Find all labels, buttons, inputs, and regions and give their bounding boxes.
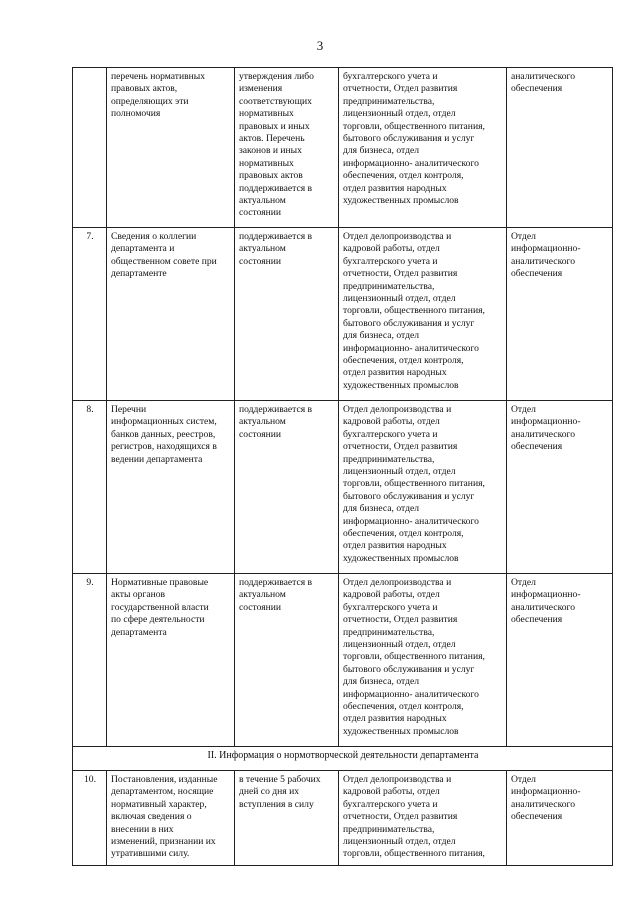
information-table (72, 67, 613, 866)
row-title: перечень нормативных правовых актов, определяющих эти полномочия (107, 68, 235, 228)
row-responsible: Отдел делопроизводства и кадровой работы, отдел бухгалтерского учета и отчетности, Отдел развития предпринимательства, лицензионный отдел, отдел торговли, общественного питания, бытового обслуживания и услуг для бизнеса, отдел информационно- аналитического обеспечения, отдел контроля, отдел развития народных художественных промыслов (339, 228, 507, 401)
section-heading-row (73, 747, 613, 771)
row-title: Сведения о коллегии департамента и общественном совете при департаменте (107, 228, 235, 401)
row-number: 8. (73, 401, 107, 574)
row-responsible: Отдел делопроизводства и кадровой работы, отдел бухгалтерского учета и отчетности, Отдел развития предпринимательства, лицензионный отдел, отдел торговли, общественного питания, бытового обслуживания и услуг для бизнеса, отдел информационно- аналитического обеспечения, отдел контроля, отдел развития народных художественных промыслов (339, 574, 507, 747)
row-title: Постановления, изданные департаментом, носящие нормативный характер, включая сведения о внесении в них изменений, признании их утратившими силу. (107, 771, 235, 866)
page-number: 3 (316, 38, 324, 53)
table-row (73, 574, 613, 747)
row-provider: аналитического обеспечения (507, 68, 613, 228)
row-term: в течение 5 рабочих дней со дня их вступления в силу (235, 771, 339, 866)
table-row (73, 401, 613, 574)
row-number: 7. (73, 228, 107, 401)
row-title: Нормативные правовые акты органов государственной власти по сфере деятельности департамента (107, 574, 235, 747)
row-responsible: бухгалтерского учета и отчетности, Отдел развития предпринимательства, лицензионный отдел, отдел торговли, общественного питания, бытового обслуживания и услуг для бизнеса, отдел информационно- аналитического обеспечения, отдел контроля, отдел развития народных художественных промыслов (339, 68, 507, 228)
table-row (73, 68, 613, 228)
row-number: 10. (73, 771, 107, 866)
row-number (73, 68, 107, 228)
row-term: утверждения либо изменения соответствующих нормативных правовых и иных актов. Перечень законов и иных нормативных правовых актов поддерживается в актуальном состоянии (235, 68, 339, 228)
row-responsible: Отдел делопроизводства и кадровой работы, отдел бухгалтерского учета и отчетности, Отдел развития предпринимательства, лицензионный отдел, отдел торговли, общественного питания, бытового обслуживания и услуг для бизнеса, отдел информационно- аналитического обеспечения, отдел контроля, отдел развития народных художественных промыслов (339, 401, 507, 574)
row-term: поддерживается в актуальном состоянии (235, 228, 339, 401)
row-term: поддерживается в актуальном состоянии (235, 574, 339, 747)
table-row (73, 228, 613, 401)
section-heading: II. Информация о нормотворческой деятельности департамента (73, 747, 613, 771)
row-term: поддерживается в актуальном состоянии (235, 401, 339, 574)
row-title: Перечни информационных систем, банков данных, реестров, регистров, находящихся в ведении департамента (107, 401, 235, 574)
table-row (73, 771, 613, 866)
row-provider: Отдел информационно- аналитического обеспечения (507, 401, 613, 574)
row-responsible: Отдел делопроизводства и кадровой работы, отдел бухгалтерского учета и отчетности, Отдел развития предпринимательства, лицензионный отдел, отдел торговли, общественного питания, (339, 771, 507, 866)
row-provider: Отдел информационно- аналитического обеспечения (507, 574, 613, 747)
row-provider: Отдел информационно- аналитического обеспечения (507, 771, 613, 866)
row-number: 9. (73, 574, 107, 747)
row-provider: Отдел информационно- аналитического обеспечения (507, 228, 613, 401)
